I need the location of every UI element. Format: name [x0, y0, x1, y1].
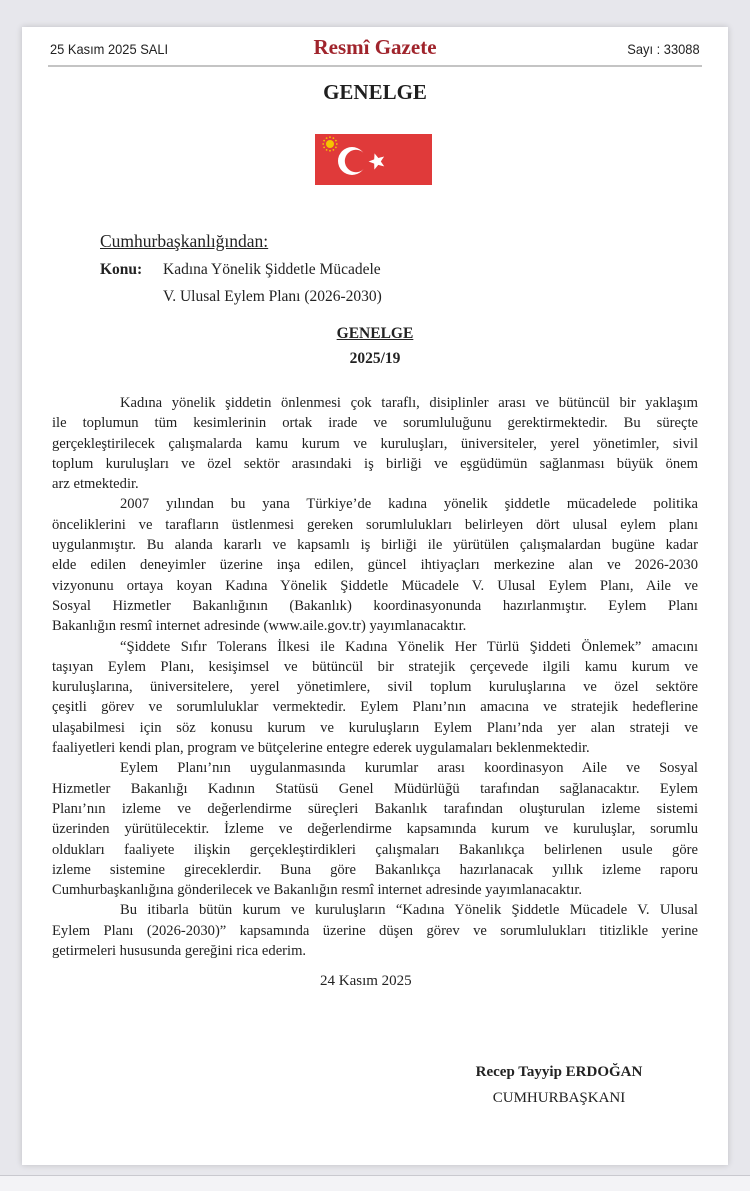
text-line: önceliklerini ve tarafların üstlenmesi gereken sorumlulukları belirleyen dört ulusal eylem planı [52, 516, 698, 533]
text-line: oldukları faaliyete ilişkin gerçekleştirdikleri çalışmaları Bakanlıkça belirlenen usule göre [52, 841, 698, 858]
gazette-page [22, 27, 728, 1165]
subject-line: V. Ulusal Eylem Planı (2026-2030) [163, 288, 382, 305]
text-line: çeşitli görev ve sorumluluklar vermektedir. Eylem Planı’nın amacına ve stratejik hedeflerine [52, 699, 698, 716]
signatory-name: Recep Tayyip ERDOĞAN [475, 1064, 643, 1080]
text-line: Bakanlığın resmî internet adresinde (www.aile.gov.tr) yayımlanacaktır. [52, 618, 467, 635]
bottom-toolbar [0, 1175, 750, 1191]
text-line: üzerinden yürütülecektir. İzleme ve değerlendirme kapsamında kurum ve kuruluşlar, sorumlu [52, 821, 698, 838]
paragraph [52, 637, 698, 759]
text-line: Sosyal Hizmetler Bakanlığının (Bakanlık) koordinasyonunda hazırlanmıştır. Eylem Planı [52, 597, 698, 614]
text-line: arz etmektedir. [52, 476, 139, 493]
text-line: taşıyan Eylem Planı, kesişimsel ve bütüncül bir stratejik çerçevede ilgili kamu kurum ve [52, 658, 698, 675]
issuer: Cumhurbaşkanlığından: [100, 231, 269, 251]
text-line: “Şiddete Sıfır Tolerans İlkesi ile Kadına Yönelik Her Türlü Şiddeti Önlemek” amacını [120, 638, 698, 655]
text-line: Cumhurbaşkanlığına gönderilecek ve Bakanlığın resmî internet adresinde yayımlanacaktır. [52, 882, 583, 899]
text-line: izleme sistemine gireceklerdir. Buna göre Bakanlıkça hazırlanacak yıllık izleme raporu [52, 861, 698, 878]
subject-line: Kadına Yönelik Şiddetle Mücadele [163, 261, 381, 278]
text-line: Hizmetler Bakanlığı Kadının Statüsü Genel Müdürlüğü tarafından sağlanacaktır. Eylem [52, 780, 698, 797]
circular-title: GENELGE [336, 325, 414, 342]
circular-number: 2025/19 [349, 350, 401, 367]
text-line: Eylem Planı’nın uygulanmasında kurumlar arası koordinasyon Aile ve Sosyal [120, 760, 698, 777]
paragraph [52, 494, 698, 636]
gazette-title: Resmî Gazete [313, 35, 437, 59]
text-line: gerçekleştirilecek çalışmalarda kamu kurum ve kuruluşları, üniversiteler, yerel yönetimler, sivil [52, 435, 698, 452]
text-line: getirmeleri hususunda gereğini rica ederim. [52, 943, 307, 960]
paragraph [52, 758, 698, 900]
text-line: ulaşabilmesi için söz konusu kurum ve kuruluşların Eylem Planı’nda yer alan strateji ve [52, 719, 698, 736]
text-line: elde edilen deneyimler üzerine inşa edilen, güncel ihtiyaçları merkezine alan ve 2026-2030 [52, 557, 698, 574]
text-line: ile toplumun tüm kesimlerinin ortak irade ve sorumluluğunu gerektirmektedir. Bu süreçte [52, 415, 698, 432]
signing-date: 24 Kasım 2025 [320, 973, 412, 989]
signatory-title: CUMHURBAŞKANI [492, 1090, 626, 1106]
section-title: GENELGE [323, 80, 427, 104]
header-divider [48, 65, 702, 67]
text-line: uygulanmıştır. Bu alanda kararlı ve kapsamlı iş birliği ile yürütülen çalışmalardan bugüne kadar [52, 537, 698, 554]
text-line: Eylem Planı (2026-2030)” kapsamında üzerine düşen görev ve sorumlulukları titizlikle yerine [52, 922, 698, 939]
text-line: Planı’nın izleme ve değerlendirme süreçleri Bakanlık tarafından oluşturulan izleme sistemi [52, 800, 698, 817]
paragraph [52, 393, 698, 494]
issue-number: Sayı : 33088 [627, 41, 700, 57]
text-line: kuruluşlarına, üniversitelere, yerel yönetimlere, sivil toplum kuruluşlarına ve özel sektöre [52, 679, 698, 696]
subject-label: Konu: [100, 261, 143, 278]
text-line: toplum kuruluşları ve özel sektör arasındaki iş birliği ve eşgüdümün sağlanması büyük önem [52, 455, 698, 472]
text-line: faaliyetleri kendi plan, program ve bütçelerine entegre ederek uygulamaları beklenmektedir. [52, 740, 590, 757]
paragraph [52, 900, 698, 961]
turkish-presidential-flag-icon [315, 134, 432, 185]
circular-body [52, 393, 698, 961]
text-line: 2007 yılından bu yana Türkiye’de kadına yönelik şiddetle mücadelede politika [120, 496, 698, 513]
text-line: vizyonunu ortaya koyan Kadına Yönelik Şiddetle Mücadele V. Ulusal Eylem Planı, Aile ve [52, 577, 698, 594]
text-line: Bu itibarla bütün kurum ve kuruluşların “Kadına Yönelik Şiddetle Mücadele V. Ulusal [120, 902, 698, 919]
text-line: Kadına yönelik şiddetin önlenmesi çok taraflı, disiplinler arası ve bütüncül bir yaklaşım [120, 395, 698, 411]
issue-date: 25 Kasım 2025 SALI [50, 41, 169, 57]
